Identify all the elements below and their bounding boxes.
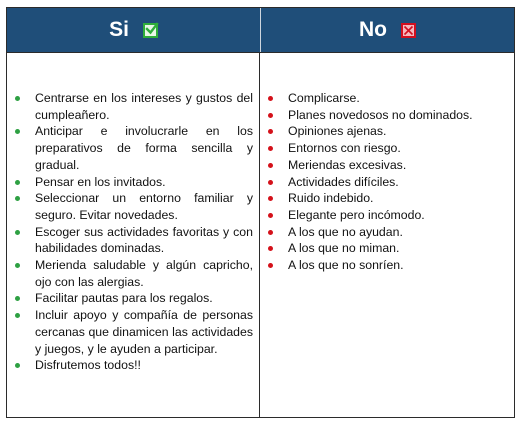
si-list-item-text: Seleccionar un entorno familiar y seguro. Evitar novedades.	[35, 191, 253, 222]
si-list-item	[15, 357, 253, 374]
no-list-item	[268, 174, 508, 191]
no-header	[261, 8, 514, 52]
bullet-icon	[268, 196, 273, 201]
si-list-item-text: Escoger sus actividades favoritas y con habilidades dominadas.	[35, 224, 253, 256]
no-list-item-text: Complicarse.	[288, 91, 360, 105]
no-list-item-text: Elegante pero incómodo.	[288, 207, 425, 222]
no-list-item	[268, 257, 508, 274]
si-column	[7, 53, 260, 417]
bullet-icon	[15, 363, 20, 368]
si-list-item	[15, 224, 253, 257]
no-list-item-text: Ruido indebido.	[288, 191, 374, 206]
si-list-item	[15, 257, 253, 290]
no-list-item	[268, 207, 508, 224]
si-list	[15, 90, 253, 374]
bullet-icon	[15, 263, 20, 268]
no-list-item-text: Opiniones ajenas.	[288, 124, 387, 139]
si-list-item	[15, 190, 253, 223]
no-list-item	[268, 90, 508, 107]
si-list-item	[15, 123, 253, 173]
table-body	[7, 53, 514, 417]
bullet-icon	[15, 296, 20, 301]
si-list-item-text: Incluir apoyo y compañía de personas cercanas que dinamicen las actividades y juegos, y le ayuden a participar.	[35, 308, 253, 356]
si-list-item	[15, 290, 253, 307]
no-list-item	[268, 140, 508, 157]
bullet-icon	[268, 96, 273, 101]
bullet-icon	[15, 180, 20, 185]
bullet-icon	[268, 263, 273, 268]
si-list-item	[15, 90, 253, 123]
bullet-icon	[268, 213, 273, 218]
si-list-item	[15, 307, 253, 357]
no-list-item	[268, 190, 508, 207]
no-list-item-text: Entornos con riesgo.	[288, 141, 401, 156]
no-list-item-text: A los que no ayudan.	[288, 224, 403, 239]
bullet-icon	[268, 246, 273, 251]
bullet-icon	[268, 180, 273, 185]
crossed-box-icon	[401, 23, 416, 38]
bullet-icon	[15, 129, 20, 134]
no-list-item-text: A los que no sonríen.	[288, 258, 404, 273]
no-list-item	[268, 107, 508, 124]
comparison-table	[6, 7, 515, 418]
si-header-label: Si	[109, 18, 129, 41]
checked-box-icon	[143, 23, 158, 38]
bullet-icon	[15, 313, 20, 318]
si-list-item	[15, 174, 253, 191]
no-list-item	[268, 224, 508, 241]
no-list	[268, 90, 508, 274]
no-header-label: No	[359, 18, 387, 41]
si-list-item-text: Merienda saludable y algún capricho, ojo con las alergias.	[35, 258, 253, 289]
no-column	[260, 53, 514, 417]
no-list-item	[268, 157, 508, 174]
no-list-item-text: Meriendas excesivas.	[288, 157, 407, 172]
bullet-icon	[268, 230, 273, 235]
no-list-item-text: A los que no miman.	[288, 241, 400, 256]
bullet-icon	[15, 96, 20, 101]
no-list-item-text: Planes novedosos no dominados.	[288, 107, 473, 122]
bullet-icon	[15, 196, 20, 201]
bullet-icon	[268, 163, 273, 168]
si-list-item-text: Disfrutemos todos!!	[35, 358, 141, 373]
bullet-icon	[268, 113, 273, 118]
si-header	[7, 8, 261, 52]
table-header	[7, 8, 514, 53]
si-list-item-text: Facilitar pautas para los regalos.	[35, 291, 213, 306]
bullet-icon	[268, 129, 273, 134]
no-list-item	[268, 240, 508, 257]
no-list-item	[268, 123, 508, 140]
si-list-item-text: Anticipar e involucrarle en los preparativos de forma sencilla y gradual.	[35, 124, 253, 172]
bullet-icon	[268, 146, 273, 151]
si-list-item-text: Centrarse en los intereses y gustos del cumpleañero.	[35, 91, 253, 122]
si-list-item-text: Pensar en los invitados.	[35, 174, 166, 189]
bullet-icon	[15, 230, 20, 235]
no-list-item-text: Actividades difíciles.	[288, 174, 399, 189]
